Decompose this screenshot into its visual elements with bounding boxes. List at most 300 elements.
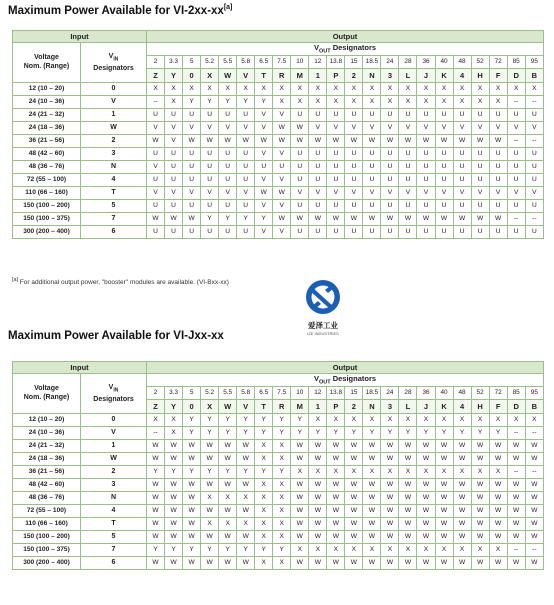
power-code-cell: U	[345, 199, 363, 212]
power-code-cell: W	[381, 452, 399, 465]
power-code-cell: V	[165, 186, 183, 199]
vout-voltage: 2	[147, 386, 165, 399]
power-code-cell: U	[489, 160, 507, 173]
power-code-cell: V	[399, 121, 417, 134]
power-code-cell: W	[201, 478, 219, 491]
power-code-cell: W	[219, 478, 237, 491]
power-code-cell: V	[291, 186, 309, 199]
power-code-cell: V	[417, 186, 435, 199]
vout-designator: Y	[165, 68, 183, 82]
power-code-cell: --	[525, 543, 543, 556]
power-code-cell: Y	[165, 465, 183, 478]
vin-designator: 1	[81, 439, 147, 452]
power-code-cell: W	[453, 530, 471, 543]
power-code-cell: W	[525, 452, 543, 465]
input-voltage-range: 24 (21 – 32)	[13, 439, 81, 452]
table-row	[13, 173, 544, 186]
power-code-cell: V	[201, 186, 219, 199]
vout-voltage: 40	[435, 386, 453, 399]
power-code-cell: W	[291, 530, 309, 543]
power-code-cell: Y	[273, 426, 291, 439]
power-code-cell: W	[417, 134, 435, 147]
power-code-cell: X	[363, 82, 381, 95]
vout-designator: J	[417, 68, 435, 82]
power-code-cell: --	[147, 95, 165, 108]
power-code-cell: W	[219, 556, 237, 569]
vin-designator: 7	[81, 543, 147, 556]
power-code-cell: W	[363, 491, 381, 504]
vin-designator: 5	[81, 199, 147, 212]
vout-voltage: 85	[507, 55, 525, 68]
power-code-cell: W	[363, 134, 381, 147]
power-code-cell: X	[489, 95, 507, 108]
power-code-cell: V	[147, 121, 165, 134]
vout-designator: F	[489, 68, 507, 82]
input-voltage-range: 12 (10 – 20)	[13, 413, 81, 426]
power-code-cell: W	[327, 530, 345, 543]
power-code-cell: W	[435, 134, 453, 147]
power-code-cell: W	[471, 556, 489, 569]
power-code-cell: W	[291, 556, 309, 569]
power-code-cell: V	[471, 121, 489, 134]
vout-designator: T	[255, 399, 273, 413]
vout-designator: J	[417, 399, 435, 413]
power-code-cell: U	[237, 173, 255, 186]
power-code-cell: U	[435, 173, 453, 186]
power-code-cell: W	[291, 504, 309, 517]
power-code-cell: U	[525, 147, 543, 160]
power-code-cell: X	[525, 413, 543, 426]
power-code-cell: W	[201, 439, 219, 452]
power-code-cell: W	[183, 212, 201, 225]
power-code-cell: U	[291, 225, 309, 238]
power-code-cell: W	[363, 212, 381, 225]
vin-label-suffix: Designators	[93, 64, 134, 72]
power-code-cell: U	[471, 225, 489, 238]
power-code-cell: W	[309, 134, 327, 147]
vout-voltage: 72	[489, 386, 507, 399]
input-header: Input	[13, 362, 147, 374]
vout-designator: W	[219, 399, 237, 413]
power-code-cell: W	[219, 504, 237, 517]
table-row	[13, 452, 544, 465]
vout-designator: 0	[183, 399, 201, 413]
vout-voltage: 36	[417, 55, 435, 68]
power-code-cell: X	[417, 413, 435, 426]
vout-designator: T	[255, 68, 273, 82]
power-code-cell: W	[345, 517, 363, 530]
power-code-cell: X	[489, 465, 507, 478]
power-code-cell: W	[435, 491, 453, 504]
power-code-cell: Y	[489, 426, 507, 439]
power-code-cell: U	[435, 147, 453, 160]
power-code-cell: W	[471, 491, 489, 504]
table1-title	[8, 4, 232, 17]
power-code-cell: Y	[219, 465, 237, 478]
power-code-cell: --	[507, 134, 525, 147]
power-code-cell: Y	[255, 543, 273, 556]
table-row	[13, 465, 544, 478]
power-code-cell: X	[471, 543, 489, 556]
power-code-cell: W	[471, 517, 489, 530]
power-code-cell: U	[399, 147, 417, 160]
power-code-cell: U	[219, 108, 237, 121]
power-code-cell: W	[291, 478, 309, 491]
power-code-cell: W	[489, 212, 507, 225]
power-code-cell: X	[147, 82, 165, 95]
power-code-cell: Y	[453, 426, 471, 439]
vout-label-v: V	[313, 374, 319, 383]
power-code-cell: W	[219, 452, 237, 465]
power-code-cell: V	[417, 121, 435, 134]
power-code-cell: V	[255, 121, 273, 134]
vout-designator: R	[273, 399, 291, 413]
power-code-cell: W	[489, 452, 507, 465]
power-code-cell: X	[327, 465, 345, 478]
power-code-cell: X	[363, 465, 381, 478]
power-code-cell: W	[345, 491, 363, 504]
power-code-cell: X	[399, 543, 417, 556]
power-code-cell: W	[399, 530, 417, 543]
power-code-cell: W	[399, 517, 417, 530]
power-code-cell: Y	[255, 413, 273, 426]
power-code-cell: W	[291, 121, 309, 134]
power-code-cell: V	[255, 199, 273, 212]
power-code-cell: W	[309, 556, 327, 569]
vout-voltage: 15	[345, 55, 363, 68]
vin-designator: V	[81, 426, 147, 439]
vout-designator: H	[471, 68, 489, 82]
power-code-cell: W	[147, 134, 165, 147]
power-code-cell: X	[291, 95, 309, 108]
vout-designator: 3	[381, 68, 399, 82]
power-code-cell: U	[471, 173, 489, 186]
power-code-cell: W	[291, 212, 309, 225]
vout-voltage: 24	[381, 55, 399, 68]
power-code-cell: W	[147, 491, 165, 504]
footnote	[12, 277, 229, 286]
logo-name-en: IZE INDUSTRIES	[307, 331, 339, 336]
input-voltage-range: 12 (10 – 20)	[13, 82, 81, 95]
power-code-cell: U	[147, 173, 165, 186]
power-code-cell: X	[291, 543, 309, 556]
power-code-cell: V	[435, 186, 453, 199]
power-code-cell: W	[417, 530, 435, 543]
power-code-cell: U	[471, 147, 489, 160]
power-code-cell: U	[291, 108, 309, 121]
power-code-cell: X	[489, 413, 507, 426]
power-code-cell: X	[399, 95, 417, 108]
power-code-cell: W	[273, 186, 291, 199]
power-code-cell: X	[219, 82, 237, 95]
power-code-cell: U	[345, 108, 363, 121]
power-code-cell: V	[183, 121, 201, 134]
vin-designator: 4	[81, 504, 147, 517]
power-code-cell: X	[273, 95, 291, 108]
power-code-cell: Y	[219, 95, 237, 108]
power-code-cell: W	[399, 134, 417, 147]
power-code-cell: --	[507, 95, 525, 108]
input-voltage-range: 24 (21 – 32)	[13, 108, 81, 121]
vout-designator: B	[525, 399, 543, 413]
power-code-cell: U	[183, 173, 201, 186]
power-code-cell: U	[237, 147, 255, 160]
vout-designator: 3	[381, 399, 399, 413]
power-code-cell: X	[399, 465, 417, 478]
power-code-cell: X	[309, 543, 327, 556]
logo-mark-icon	[303, 279, 343, 315]
vout-label-sub: OUT	[318, 379, 331, 386]
power-code-cell: X	[417, 82, 435, 95]
power-code-cell: --	[507, 426, 525, 439]
power-code-cell: U	[417, 108, 435, 121]
power-code-cell: W	[471, 439, 489, 452]
input-voltage-range: 48 (36 – 76)	[13, 160, 81, 173]
vout-voltage: 40	[435, 55, 453, 68]
vout-designator: M	[291, 399, 309, 413]
power-code-cell: W	[219, 439, 237, 452]
power-code-cell: U	[291, 173, 309, 186]
power-code-cell: U	[453, 225, 471, 238]
power-code-cell: U	[417, 160, 435, 173]
power-code-cell: V	[399, 186, 417, 199]
power-code-cell: U	[327, 147, 345, 160]
power-code-cell: W	[147, 556, 165, 569]
power-code-cell: X	[327, 95, 345, 108]
vout-voltage: 18.5	[363, 386, 381, 399]
vout-voltage: 2	[147, 55, 165, 68]
power-code-cell: X	[453, 95, 471, 108]
power-code-cell: W	[327, 452, 345, 465]
power-code-cell: W	[183, 439, 201, 452]
power-code-cell: W	[273, 212, 291, 225]
power-code-cell: W	[363, 504, 381, 517]
table-row	[13, 147, 544, 160]
vin-designator: 7	[81, 212, 147, 225]
vin-designator: 2	[81, 465, 147, 478]
table-row	[13, 225, 544, 238]
power-code-cell: W	[381, 212, 399, 225]
power-code-cell: Y	[183, 95, 201, 108]
vout-voltage: 5	[183, 55, 201, 68]
power-code-cell: Y	[255, 95, 273, 108]
power-code-cell: X	[237, 82, 255, 95]
power-code-cell: W	[201, 134, 219, 147]
voltage-label-line2: Nom. (Range)	[23, 63, 70, 71]
power-code-cell: W	[147, 478, 165, 491]
table2-title	[8, 330, 224, 342]
power-code-cell: X	[453, 465, 471, 478]
power-code-cell: U	[147, 147, 165, 160]
power-code-cell: W	[147, 504, 165, 517]
power-code-cell: W	[237, 504, 255, 517]
power-code-cell: U	[453, 199, 471, 212]
power-code-cell: W	[183, 517, 201, 530]
power-code-cell: W	[363, 439, 381, 452]
input-voltage-range: 24 (18 – 36)	[13, 121, 81, 134]
power-code-cell: X	[273, 452, 291, 465]
power-code-cell: W	[453, 134, 471, 147]
power-code-cell: W	[309, 530, 327, 543]
power-code-cell: W	[237, 439, 255, 452]
power-code-cell: W	[237, 134, 255, 147]
vout-designator: Z	[147, 399, 165, 413]
power-code-cell: U	[147, 199, 165, 212]
power-code-cell: X	[165, 82, 183, 95]
power-code-cell: U	[219, 199, 237, 212]
vout-voltage: 85	[507, 386, 525, 399]
vout-designator: 2	[345, 68, 363, 82]
power-code-cell: W	[345, 504, 363, 517]
power-code-cell: W	[525, 504, 543, 517]
table-row	[13, 186, 544, 199]
power-code-cell: W	[219, 530, 237, 543]
power-code-cell: X	[327, 82, 345, 95]
power-code-cell: W	[291, 134, 309, 147]
table-row	[13, 491, 544, 504]
power-code-cell: X	[201, 82, 219, 95]
input-voltage-range: 300 (200 – 400)	[13, 225, 81, 238]
power-code-cell: U	[507, 147, 525, 160]
power-code-cell: W	[345, 556, 363, 569]
table-row	[13, 556, 544, 569]
power-code-cell: W	[489, 504, 507, 517]
power-code-cell: W	[237, 452, 255, 465]
power-code-cell: U	[183, 199, 201, 212]
vout-designator: V	[237, 399, 255, 413]
vout-voltage: 18.5	[363, 55, 381, 68]
power-code-cell: V	[237, 186, 255, 199]
power-code-cell: W	[237, 478, 255, 491]
table-row	[13, 504, 544, 517]
power-code-cell: Y	[309, 426, 327, 439]
power-code-cell: U	[327, 225, 345, 238]
vin-label	[81, 43, 147, 83]
power-code-cell: X	[399, 82, 417, 95]
power-code-cell: U	[399, 160, 417, 173]
vout-designator: P	[327, 399, 345, 413]
power-code-cell: U	[381, 225, 399, 238]
power-code-cell: X	[219, 517, 237, 530]
power-code-cell: W	[363, 452, 381, 465]
power-code-cell: W	[147, 530, 165, 543]
power-code-cell: W	[183, 556, 201, 569]
power-code-cell: W	[291, 517, 309, 530]
power-code-cell: V	[255, 108, 273, 121]
power-code-cell: U	[417, 173, 435, 186]
power-code-cell: Y	[291, 426, 309, 439]
power-code-cell: Y	[417, 426, 435, 439]
vout-designator: M	[291, 68, 309, 82]
input-voltage-range: 24 (10 – 36)	[13, 426, 81, 439]
power-code-cell: W	[381, 556, 399, 569]
power-code-cell: U	[183, 108, 201, 121]
power-code-cell: U	[165, 199, 183, 212]
power-code-cell: V	[165, 134, 183, 147]
power-code-cell: W	[201, 504, 219, 517]
vout-designator: 1	[309, 68, 327, 82]
power-code-cell: X	[309, 413, 327, 426]
power-code-cell: U	[165, 160, 183, 173]
vout-voltage: 6.5	[255, 386, 273, 399]
power-code-cell: U	[219, 160, 237, 173]
power-code-cell: --	[525, 95, 543, 108]
table-row	[13, 134, 544, 147]
vin-designator: W	[81, 121, 147, 134]
power-code-cell: W	[345, 134, 363, 147]
power-code-cell: W	[309, 439, 327, 452]
power-code-cell: W	[165, 504, 183, 517]
power-code-cell: U	[471, 199, 489, 212]
power-code-cell: W	[471, 452, 489, 465]
power-code-cell: W	[309, 491, 327, 504]
power-code-cell: Y	[255, 465, 273, 478]
power-code-cell: Y	[237, 95, 255, 108]
power-code-cell: V	[363, 121, 381, 134]
power-code-cell: U	[471, 160, 489, 173]
table-row	[13, 199, 544, 212]
power-code-cell: Y	[399, 426, 417, 439]
table-row	[13, 426, 544, 439]
input-voltage-range: 24 (10 – 36)	[13, 95, 81, 108]
power-code-cell: V	[183, 186, 201, 199]
power-code-cell: W	[435, 452, 453, 465]
power-code-cell: X	[237, 491, 255, 504]
input-voltage-range: 72 (55 – 100)	[13, 173, 81, 186]
power-code-cell: V	[147, 186, 165, 199]
power-code-cell: W	[183, 504, 201, 517]
power-code-cell: W	[183, 134, 201, 147]
power-code-cell: U	[489, 108, 507, 121]
power-code-cell: X	[291, 465, 309, 478]
power-code-cell: W	[435, 530, 453, 543]
power-code-cell: U	[417, 225, 435, 238]
power-code-cell: U	[525, 160, 543, 173]
power-code-cell: Y	[327, 426, 345, 439]
power-code-cell: W	[381, 439, 399, 452]
vout-label-suffix: Designators	[330, 43, 377, 52]
power-code-cell: U	[363, 147, 381, 160]
power-code-cell: Y	[345, 426, 363, 439]
power-code-cell: U	[219, 225, 237, 238]
power-code-cell: U	[417, 147, 435, 160]
power-code-cell: W	[273, 134, 291, 147]
power-code-cell: W	[417, 517, 435, 530]
power-code-cell: U	[201, 147, 219, 160]
power-code-cell: X	[489, 82, 507, 95]
table-row	[13, 413, 544, 426]
vout-voltage: 5.2	[201, 55, 219, 68]
power-code-cell: --	[525, 212, 543, 225]
power-code-cell: X	[435, 413, 453, 426]
vin-designator: 3	[81, 478, 147, 491]
power-code-cell: U	[345, 160, 363, 173]
power-code-cell: W	[201, 556, 219, 569]
power-code-cell: V	[273, 225, 291, 238]
logo-name-cn: 爱泽工业	[308, 321, 338, 330]
vout-designator: K	[435, 68, 453, 82]
power-code-cell: U	[381, 147, 399, 160]
power-code-cell: Y	[237, 426, 255, 439]
power-code-cell: U	[309, 160, 327, 173]
vin-designator: T	[81, 186, 147, 199]
power-code-cell: W	[363, 517, 381, 530]
power-code-cell: W	[417, 478, 435, 491]
power-table-vi2	[12, 30, 544, 239]
power-code-cell: U	[399, 225, 417, 238]
power-code-cell: --	[507, 543, 525, 556]
power-code-cell: U	[147, 225, 165, 238]
